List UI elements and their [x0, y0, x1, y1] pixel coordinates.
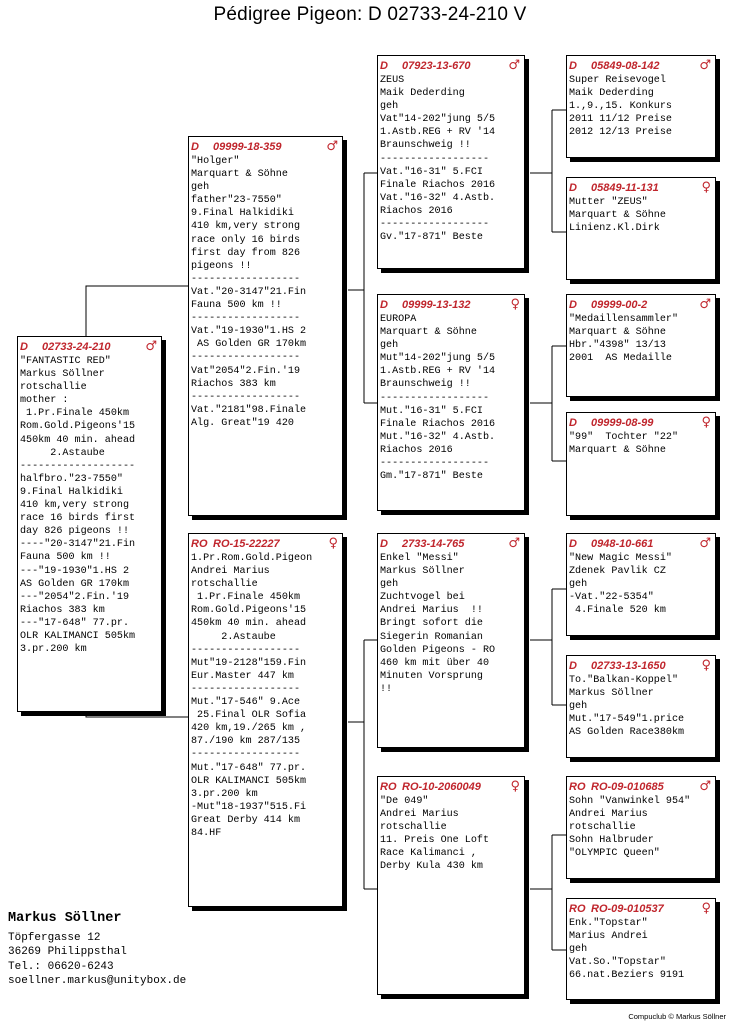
pigeon-details: Enkel "Messi" Markus Söllner geh Zuchtvogel bei Andrei Marius !! Bringt sofort die Siegerin Romanian Golden Pigeons - RO 460 km mit über 40 Minuten Vorsprung !!: [380, 553, 496, 695]
owner-street: Töpfergasse 12: [8, 931, 101, 944]
pigeon-card-father[interactable]: [188, 136, 343, 516]
pigeon-card-paternal-grandfather[interactable]: [377, 55, 525, 269]
pigeon-details: Sohn "Vanwinkel 954" Andrei Marius rotschallie Sohn Halbruder "OLYMPIC Queen": [569, 796, 691, 860]
ring-number: RO-09-010537: [591, 902, 664, 915]
pigeon-details: "De 049" Andrei Marius rotschallie 11. Preis One Loft Race Kalimanci , Derby Kula 430 km: [380, 796, 490, 873]
pigeon-card-subject[interactable]: [17, 336, 162, 712]
country-code: D: [380, 298, 388, 311]
pigeon-card-mff[interactable]: [566, 533, 716, 636]
male-symbol-icon: ♂: [699, 297, 711, 312]
pigeon-details: "Holger" Marquart & Söhne geh father"23-7550" 9.Final Halkidiki 410 km,very strong race only 16 birds first day from 826 pigeons !! ------------------ Vat."20-3147"21.Fin Fauna 500 km !! ------------------ Vat."19-1930"1.HS 2 AS Golden GR 170km ------------------ Vat"2054"2.Fin.'19 Riachos 383 km ------------------ Vat."2181"98.Finale Alg. Great"19 420: [191, 156, 307, 429]
pigeon-card-maternal-grandfather[interactable]: [377, 533, 525, 748]
male-symbol-icon: ♂: [699, 779, 711, 794]
female-symbol-icon: ♀: [701, 415, 711, 430]
female-symbol-icon: ♀: [510, 297, 520, 312]
ring-number: 09999-08-99: [591, 416, 654, 429]
page-title: Pédigree Pigeon: D 02733-24-210 V: [213, 4, 527, 25]
ring-number: 09999-18-359: [213, 140, 282, 153]
country-code: D: [191, 140, 199, 153]
pigeon-card-fmf[interactable]: [566, 294, 716, 397]
owner-city: 36269 Philippsthal: [8, 946, 127, 958]
country-code: D: [380, 537, 388, 550]
country-code: D: [569, 416, 577, 429]
country-code: RO: [380, 780, 397, 793]
male-symbol-icon: ♂: [508, 536, 520, 551]
male-symbol-icon: ♂: [699, 536, 711, 551]
ring-number: 09999-00-2: [591, 298, 648, 311]
footer-credit: Compuclub © Markus Söllner: [628, 1012, 726, 1021]
ring-number: 09999-13-132: [402, 298, 471, 311]
male-symbol-icon: ♂: [145, 339, 157, 354]
male-symbol-icon: ♂: [699, 58, 711, 73]
pigeon-details: ZEUS Maik Dederding geh Vat"14-202"jung 5/5 1.Astb.REG + RV '14 Braunschweig !! ------------------ Vat."16-31" 5.FCI Finale Riachos 2016 Vat."16-32" 4.Astb. Riachos 2016 ------------------ Gv."17-871" Beste: [380, 75, 496, 244]
male-symbol-icon: ♂: [508, 58, 520, 73]
pigeon-details: Mutter "ZEUS" Marquart & Söhne Linienz.Kl.Dirk: [569, 197, 666, 235]
country-code: D: [569, 537, 577, 550]
female-symbol-icon: ♀: [701, 901, 711, 916]
ring-number: 2733-14-765: [402, 537, 465, 550]
ring-number: 0948-10-661: [591, 537, 654, 550]
country-code: D: [569, 298, 577, 311]
ring-number: 05849-11-131: [591, 181, 659, 194]
country-code: RO: [191, 537, 208, 550]
country-code: D: [569, 659, 577, 672]
female-symbol-icon: ♀: [701, 658, 711, 673]
pigeon-card-mfm[interactable]: [566, 655, 716, 758]
pigeon-card-paternal-grandmother[interactable]: [377, 294, 525, 511]
ring-number: RO-15-22227: [213, 537, 280, 550]
pigeon-details: "99" Tochter "22" Marquart & Söhne: [569, 432, 679, 457]
pigeon-card-mmf[interactable]: [566, 776, 716, 879]
pigeon-details: 1.Pr.Rom.Gold.Pigeon Andrei Marius rotschallie 1.Pr.Finale 450km Rom.Gold.Pigeons'15 450km 40 min. ahead 2.Astaube ------------------ Mut"19-2128"159.Fin Eur.Master 447 km ------------------ Mut."17-546" 9.Ace 25.Final OLR Sofia 420 km,19./265 km , 87./190 km 287/135 ------------------ Mut."17-648" 77.pr. OLR KALIMANCI 505km 3.pr.200 km -Mut"18-1937"515.Fi Great Derby 414 km 84.HF: [191, 553, 313, 839]
ring-number: 05849-08-142: [591, 59, 660, 72]
pigeon-card-mmm[interactable]: [566, 898, 716, 1000]
country-code: RO: [569, 902, 586, 915]
country-code: D: [380, 59, 388, 72]
owner-name: Markus Söllner: [8, 911, 122, 926]
pigeon-card-fmm[interactable]: [566, 412, 716, 516]
pigeon-details: Enk."Topstar" Marius Andrei geh Vat.So."Topstar" 66.nat.Beziers 9191: [569, 918, 685, 982]
pigeon-card-maternal-grandmother[interactable]: [377, 776, 525, 995]
pigeon-details: "FANTASTIC RED" Markus Söllner rotschallie mother : 1.Pr.Finale 450km Rom.Gold.Pigeons'15 450km 40 min. ahead 2.Astaube ------------------- halfbro."23-7550" 9.Final Halkidiki 410 km,very strong race 16 birds first day 826 pigeons !! ----"20-3147"21.Fin Fauna 500 km !! ---"19-1930"1.HS 2 AS Golden GR 170km ---"2054"2.Fin.'19 Riachos 383 km ---"17-648" 77.pr. OLR KALIMANCI 505km 3.pr.200 km: [20, 356, 136, 656]
country-code: RO: [569, 780, 586, 793]
country-code: D: [569, 59, 577, 72]
pigeon-details: EUROPA Marquart & Söhne geh Mut"14-202"jung 5/5 1.Astb.REG + RV '14 Braunschweig !! ------------------ Mut."16-31" 5.FCI Finale Riachos 2016 Mut."16-32" 4.Astb. Riachos 2016 ------------------ Gm."17-871" Beste: [380, 314, 496, 483]
ring-number: 07923-13-670: [402, 59, 471, 72]
pigeon-details: Super Reisevogel Maik Dederding 1.,9.,15. Konkurs 2011 11/12 Preise 2012 12/13 Preise: [569, 75, 672, 139]
female-symbol-icon: ♀: [328, 536, 338, 551]
female-symbol-icon: ♀: [701, 180, 711, 195]
ring-number: 02733-13-1650: [591, 659, 666, 672]
pigeon-card-fff[interactable]: [566, 55, 716, 158]
owner-phone: Tel.: 06620-6243: [8, 960, 114, 973]
male-symbol-icon: ♂: [326, 139, 338, 154]
pigeon-details: "Medaillensammler" Marquart & Söhne Hbr."4398" 13/13 2001 AS Medaille: [569, 314, 679, 365]
owner-contact-block: [8, 912, 186, 989]
ring-number: 02733-24-210: [42, 340, 111, 353]
country-code: D: [569, 181, 577, 194]
pigeon-card-ffm[interactable]: [566, 177, 716, 280]
ring-number: RO-10-2060049: [402, 780, 481, 793]
female-symbol-icon: ♀: [510, 779, 520, 794]
owner-email[interactable]: soellner.markus@unitybox.de: [8, 975, 187, 987]
pigeon-card-mother[interactable]: [188, 533, 343, 907]
pigeon-details: To."Balkan-Koppel" Markus Söllner geh Mut."17-549"1.price AS Golden Race380km: [569, 675, 685, 739]
ring-number: RO-09-010685: [591, 780, 664, 793]
pigeon-details: "New Magic Messi" Zdenek Pavlik CZ geh -Vat."22-5354" 4.Finale 520 km: [569, 553, 672, 617]
country-code: D: [20, 340, 28, 353]
